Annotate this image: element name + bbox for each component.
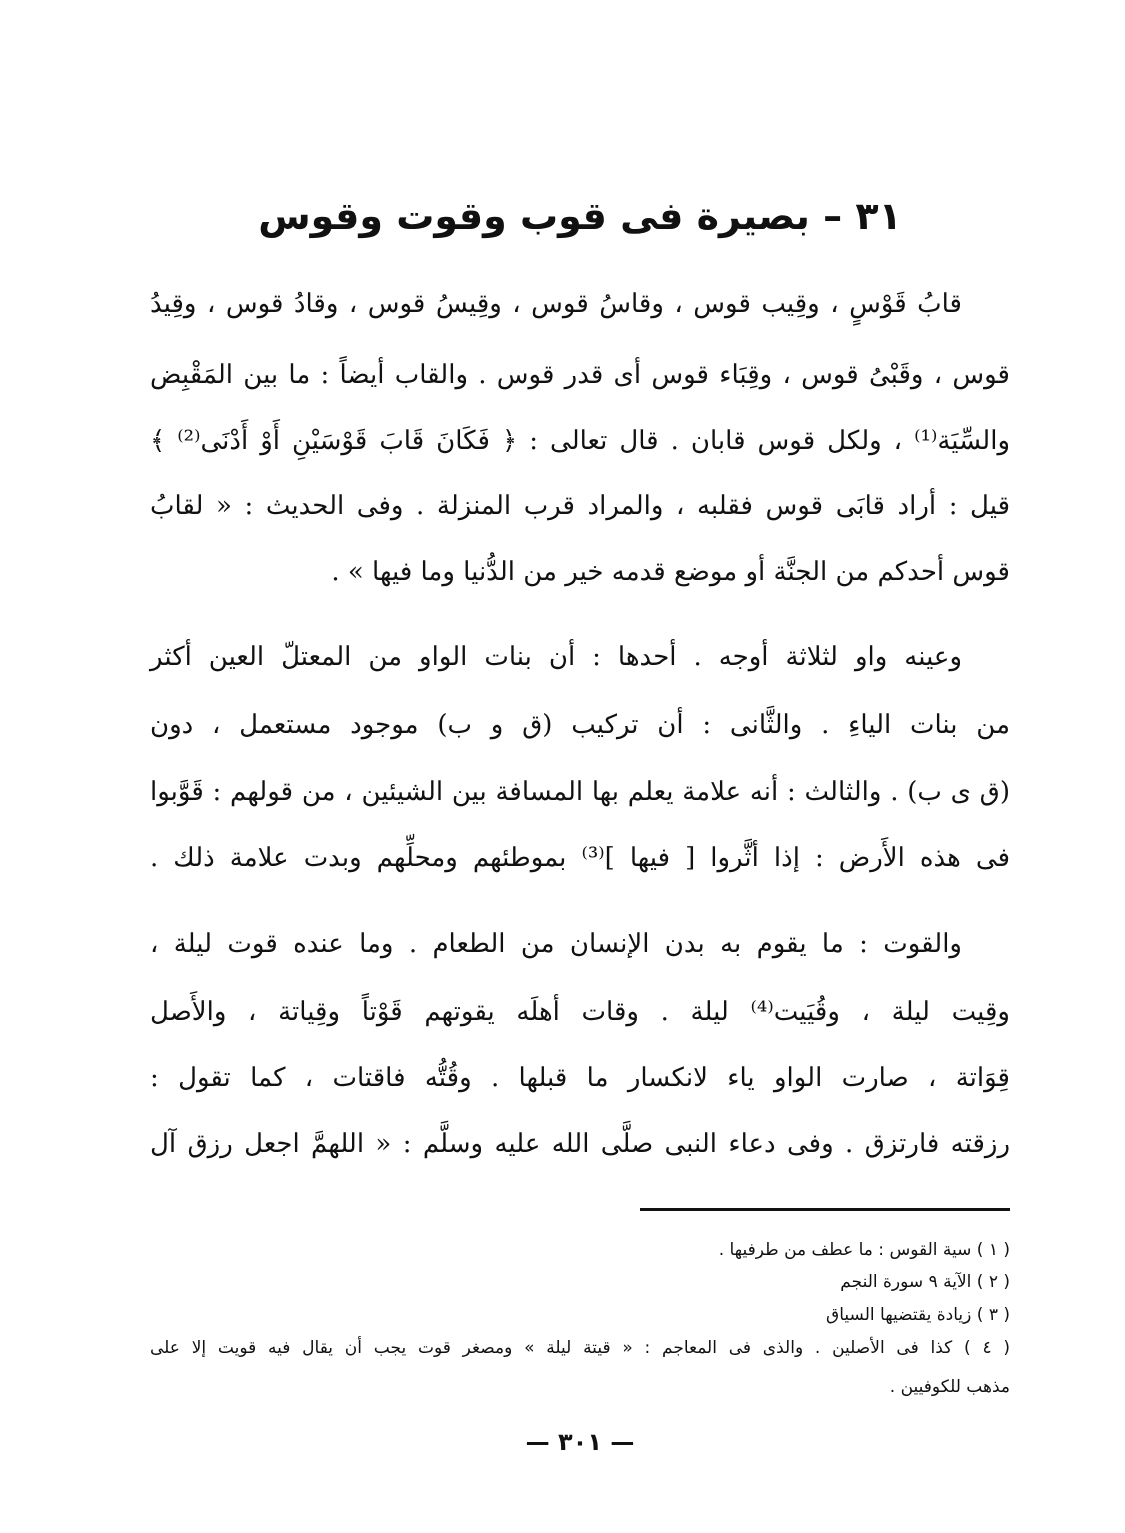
footnote-3: ( ٣ ) زيادة يقتضيها السياق xyxy=(826,1305,1010,1325)
paragraph-3-line-4: رزقته فارتزق . وفى دعاء النبى صلَّى الله عليه وسلَّم : « اللهمَّ اجعل رزق آل xyxy=(150,1129,1010,1159)
paragraph-1-line-3: والسِّيَة⁽¹⁾ ، ولكل قوس قابان . قال تعالى : ﴿ فَكَانَ قَابَ قَوْسَيْنِ أَوْ أَدْنَى⁽²⁾ ﴾ xyxy=(150,426,1011,456)
paragraph-1-line-1: قابُ قَوْسٍ ، وقِيب قوس ، وقاسُ قوس ، وقِيسُ قوس ، وقادُ قوس ، وقِيدُ xyxy=(150,289,962,319)
paragraph-2-line-1: وعينه واو لثلاثة أوجه . أحدها : أن بنات الواو من المعتلّ العين أكثر xyxy=(150,642,962,672)
book-page xyxy=(150,0,1010,1533)
paragraph-1-line-2: قوس ، وقَبْىُ قوس ، وقِبَاء قوس أى قدر قوس . والقاب أيضاً : ما بين المَقْبِض xyxy=(150,360,1010,390)
footnote-1: ( ١ ) سية القوس : ما عطف من طرفيها . xyxy=(718,1240,1010,1260)
paragraph-3-line-3: قِوَاتة ، صارت الواو ياء لانكسار ما قبلها . وقُتُّه فاقتات ، كما تقول : xyxy=(150,1063,1010,1093)
paragraph-2-line-4: فى هذه الأَرض : إذا أثَّروا [ فيها ]⁽³⁾ بموطئهم ومحلِّهم وبدت علامة ذلك . xyxy=(150,843,1010,873)
footnote-4-continuation: مذهب للكوفيين . xyxy=(889,1377,1010,1397)
separator-line xyxy=(640,1208,1010,1211)
paragraph-3-line-1: والقوت : ما يقوم به بدن الإنسان من الطعام . وما عنده قوت ليلة ، xyxy=(150,929,962,959)
paragraph-3-line-2: وقِيت ليلة ، وقُيَيت⁽⁴⁾ ليلة . وقات أهلَه يقوتهم قَوْتاً وقِياتة ، والأَصل xyxy=(150,997,1010,1027)
page-number: — ٣٠١ — xyxy=(525,1428,635,1456)
paragraph-2-line-3: (ق ى ب) . والثالث : أنه علامة يعلم بها المسافة بين الشيئين ، من قولهم : قَوَّبوا xyxy=(150,777,1010,807)
paragraph-1-line-4: قيل : أراد قابَى قوس فقلبه ، والمراد قرب المنزلة . وفى الحديث : « لقابُ xyxy=(150,491,1010,521)
footnote-2: ( ٢ ) الآية ٩ سورة النجم xyxy=(840,1272,1010,1292)
footnote-4: ( ٤ ) كذا فى الأصلين . والذى فى المعاجم : « قيتة ليلة » ومصغر قوت يجب أن يقال فيه قويت إلا على xyxy=(150,1338,1010,1358)
paragraph-1-line-5: قوس أحدكم من الجنَّة أو موضع قدمه خير من الدُّنيا وما فيها » . xyxy=(331,557,1010,587)
section-heading: ٣١ – بصيرة فى قوب وقوت وقوس xyxy=(258,194,902,238)
paragraph-2-line-2: من بنات الياءِ . والثَّانى : أن تركيب (ق و ب) موجود مستعمل ، دون xyxy=(150,710,1010,740)
